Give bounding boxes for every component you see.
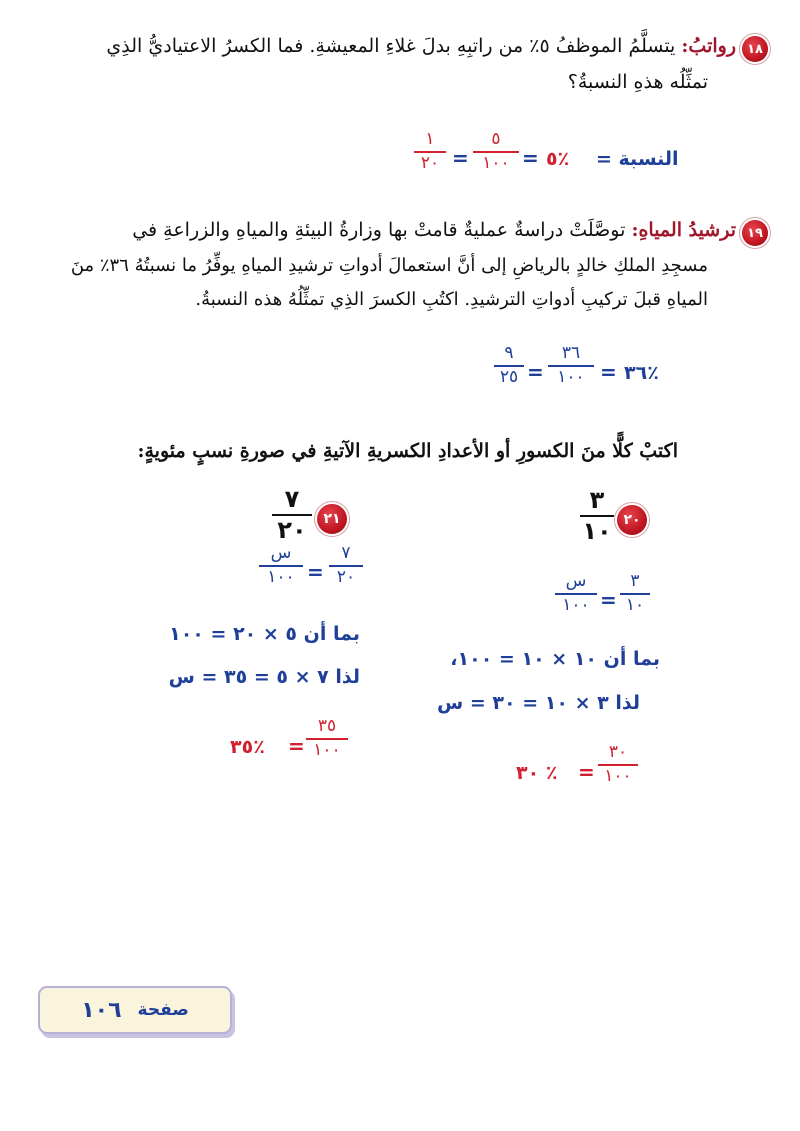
fraction: س ١٠٠ [259,545,303,587]
ratio-label: النسبة = [596,148,679,170]
question-number-badge: ٢٠ [617,505,647,535]
equals-sign: = [452,146,469,170]
exercise-instruction: اكتبْ كلًّا منَ الكسورِ أو الأعدادِ الكسريةِ الآتيةِ في صورةِ نسبٍ مئويةٍ: [137,440,678,462]
result-percent: ٣٥٪ [230,736,265,758]
question-line: توصَّلَتْ دراسةٌ عمليةٌ قامتْ بها وزارةُ البيئةِ والمياهِ والزراعةِ في [132,219,626,241]
page-number: ١٠٦ [81,997,122,1023]
equals-sign: = [527,360,544,384]
result-percent: ٣٠ ٪ [516,762,558,784]
fraction: ٥ ١٠٠ [473,131,519,173]
question-title: رواتبُ: [681,35,736,57]
solution-step: بما أن ١٠ × ١٠ = ١٠٠، [450,648,660,670]
equals-sign: = [578,760,595,784]
solution-step: لذا ٧ × ٥ = ٣٥ = س [168,666,360,688]
fraction: ٣٦ ١٠٠ [548,345,594,387]
fraction: ٩ ٢٥ [494,345,524,387]
percent-value: ٥٪ [546,148,570,170]
page-number-box [38,986,232,1034]
fraction: س ١٠٠ [555,573,597,615]
question-number-badge: ٢١ [317,504,347,534]
solution-step: لذا ٣ × ١٠ = ٣٠ = س [437,692,640,714]
equals-sign: = [600,588,617,612]
solution-step: بما أن ٥ × ٢٠ = ١٠٠ [169,623,360,645]
equals-sign: = [522,146,539,170]
question-number-badge: ١٨ [742,36,768,62]
result-fraction: ٣٠ ١٠٠ [598,744,638,786]
fraction: ١ ٢٠ [414,131,446,173]
question-number-badge: ١٩ [742,220,768,246]
question-18-text [46,30,736,62]
question-line: تمثِّلُه هذهِ النسبةُ؟ [567,71,708,93]
fraction: ٣ ١٠ [620,573,650,615]
question-line: المياهِ قبلَ تركيبِ أدواتِ الترشيدِ. اكتُبِ الكسرَ الذِي تمثِّلُهُ هذه النسبةُ. [195,289,708,310]
given-fraction: ٧ ٢٠ [272,487,312,543]
fraction: ٧ ٢٠ [329,545,363,587]
page-label: صفحة [137,1000,189,1020]
given-fraction: ٣ ١٠ [580,488,614,544]
equals-sign: = [307,560,324,584]
percent-value: ٣٦٪ [624,362,659,384]
equals-sign: = [288,734,305,758]
question-19-text [36,214,736,246]
question-line: مسجِدِ الملكِ خالدٍ بالرياضِ إلى أنَّ استعمالَ أدواتِ ترشيدِ المياهِ يوفِّرُ ما نسبتُهُ ٣٦٪ منَ [70,255,708,276]
question-line: يتسلَّمُ الموظفُ ٥٪ من راتبِهِ بدلَ غلاءِ المعيشةِ. فما الكسرُ الاعتياديُّ الذِي [106,35,676,57]
question-title: ترشيدُ المياهِ: [631,219,736,241]
result-fraction: ٣٥ ١٠٠ [306,718,348,760]
equals-sign: = [600,360,617,384]
